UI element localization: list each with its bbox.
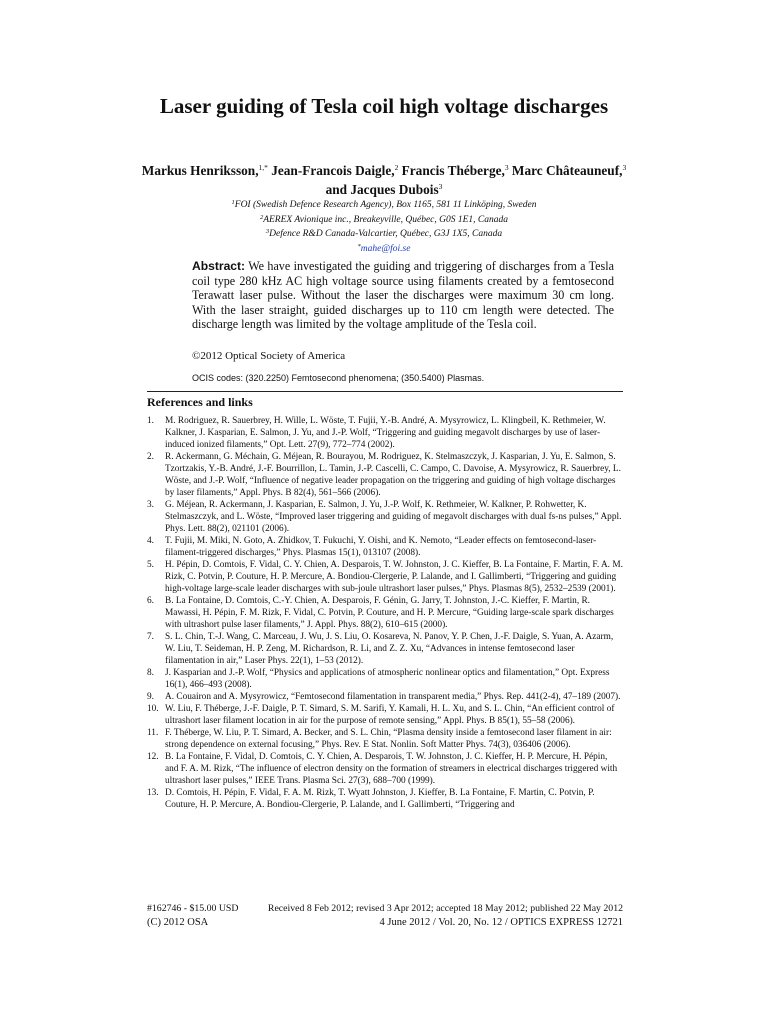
paper-title: Laser guiding of Tesla coil high voltage discharges [159, 94, 609, 118]
author-list [130, 160, 638, 198]
reference-item: 9. A. Couairon and A. Mysyrowicz, “Femtosecond filamentation in transparent media,” Phys. Rep. 441(2-4), 47–189 (2007). [147, 692, 621, 702]
reference-item: 11. F. Théberge, W. Liu, P. T. Simard, A. Becker, and S. L. Chin, “Plasma density inside a femtosecond laser filament in air: strong dependence on external focusing,” Phys. Rev. E Stat. Nonlin. Soft Matter Phys. 74(3), 036406 (2006). [147, 728, 612, 750]
author-line-1 [130, 160, 638, 179]
reference-list [147, 415, 623, 811]
reference-item: 3. G. Méjean, R. Ackermann, J. Kasparian, E. Salmon, J. Yu, J.-P. Wolf, K. Rethmeier, W. Kalkner, P. Rohwetter, K. Stelmaszczyk, and L. Wöste, “Improved laser triggering and guiding of megavolt discharges with dual fs-ns pulses,” Appl. Phys. Lett. 88(2), 021101 (2006). [147, 500, 622, 534]
affiliation-3: $^3$Defence R&D Canada-Valcartier, Québec, G3J 1X5, Canada [265, 228, 503, 239]
copyright-notice: ©2012 Optical Society of America [192, 350, 346, 362]
reference-item: 5. H. Pépin, D. Comtois, F. Vidal, C. Y. Chien, A. Desparois, T. W. Johnston, J. C. Kieffer, B. La Fontaine, F. Martin, F. A. M. Rizk, C. Potvin, P. Couture, H. P. Mercure, A. Bondiou-Clergerie, P. Lalande, and I. Gallimberti, “Triggering and guiding high-voltage large-scale leader discharges with sub-joule ultrashort laser pulses,” Phys. Plasmas 8(5), 2532–2539 (2001). [147, 560, 623, 594]
author-affil-mark: 3 [622, 163, 627, 172]
reference-item: 8. J. Kasparian and J.-P. Wolf, “Physics and applications of atmospheric nonlinear optics and filamentation,” Opt. Express 16(1), 466–493 (2008). [147, 668, 610, 690]
reference-item: 2. R. Ackermann, G. Méchain, G. Méjean, R. Bourayou, M. Rodriguez, K. Stelmaszczyk, J. Kasparian, J. Yu, E. Salmon, S. Tzortzakis, Y.-B. André, J.-F. Bourrillon, L. Tamin, J.-P. Cascelli, C. Campo, C. Davoise, A. Mysyrowicz, R. Sauerbrey, L. Wöste, and J.-P. Wolf, “Influence of negative leader propagation on the triggering and guiding of high voltage discharges by laser filaments,” Appl. Phys. B 82(4), 561–566 (2006). [147, 452, 621, 498]
author-affil-mark: 3 [504, 163, 509, 172]
affiliation-1: $^1$FOI (Swedish Defence Research Agency), Box 1165, 581 11 Linköping, Sweden [231, 199, 537, 210]
author-name: Markus Henriksson, [141, 163, 259, 178]
reference-item: 13. D. Comtois, H. Pépin, F. Vidal, F. A. M. Rizk, T. Wyatt Johnston, J. Kieffer, B. La Fontaine, F. Martin, C. Potvin, P. Couture, H. P. Mercure, A. Bondiou-Clergerie, P. Lalande, and I. Gallimberti, “Triggering and [147, 788, 595, 810]
author-line-2 [130, 179, 638, 198]
author-name: Francis Théberge, [398, 163, 505, 178]
footer-copyright: (C) 2012 OSA [147, 917, 209, 928]
reference-item: 12. B. La Fontaine, F. Vidal, D. Comtois, C. Y. Chien, A. Desparois, T. W. Johnston, J. C. Kieffer, H. P. Mercure, H. Pépin, and F. A. M. Rizk, “The influence of electron density on the formation of streamers in electrical discharges triggered with ultrashort laser pulses,” IEEE Trans. Plasma Sci. 27(3), 688–700 (1999). [147, 752, 618, 786]
reference-item: 6. B. La Fontaine, D. Comtois, C.-Y. Chien, A. Desparois, F. Génin, G. Jarry, T. Johnston, J.-C. Kieffer, F. Martin, R. Mawassi, H. Pépin, F. M. Rizk, F. Vidal, C. Potvin, P. Couture, and H. P. Mercure, “Guiding large-scale spark discharges with ultrashort pulse laser filaments,” J. Appl. Phys. 88(2), 610–615 (2000). [147, 596, 614, 630]
footer-issue: 4 June 2012 / Vol. 20, No. 12 / OPTICS EXPRESS 12721 [379, 917, 623, 928]
author-affil-mark: 3 [438, 182, 443, 191]
author-name: Marc Châteauneuf, [508, 163, 623, 178]
reference-item: 7. S. L. Chin, T.-J. Wang, C. Marceau, J. Wu, J. S. Liu, O. Kosareva, N. Panov, Y. P. Chen, J.-F. Daigle, S. Yuan, A. Azarm, W. Liu, T. Seideman, H. P. Zeng, M. Richardson, R. Li, and Z. Z. Xu, “Advances in intense femtosecond laser filamentation in air,” Laser Phys. 22(1), 1–53 (2012). [147, 632, 614, 666]
section-divider [147, 391, 623, 392]
author-name: and Jacques Dubois [325, 182, 439, 197]
email-link[interactable]: mahe@foi.se [360, 243, 411, 254]
references-heading: References and links [147, 395, 253, 409]
abstract-text: We have investigated the guiding and triggering of discharges from a Tesla coil type 280 kHz AC high voltage source using filaments created by a femtosecond Terawatt laser pulse. Without the laser the discharges were maximum 30 cm long. With the laser straight, guided discharges up to 110 cm length were detected. The discharge length was limited by the voltage amplitude of the Tesla coil. [192, 259, 614, 331]
footer-history: Received 8 Feb 2012; revised 3 Apr 2012; accepted 18 May 2012; published 22 May 2012 [267, 903, 623, 914]
affiliation-2: $^2$AEREX Avionique inc., Breakeyville, Québec, G0S 1E1, Canada [259, 213, 509, 225]
ocis-codes: OCIS codes: (320.2250) Femtosecond phenomena; (350.5400) Plasmas. [192, 373, 485, 383]
footer-price-id: #162746 - $15.00 USD [147, 903, 239, 914]
reference-item: 10. W. Liu, F. Théberge, J.-F. Daigle, P. T. Simard, S. M. Sarifi, Y. Kamali, H. L. Xu, and S. L. Chin, “An efficient control of ultrashort laser filament location in air for the purpose of remote sensing,” Appl. Phys. B 85(1), 55–58 (2006). [147, 704, 615, 726]
author-affil-mark: 2 [394, 163, 399, 172]
author-affil-mark: 1,* [258, 163, 268, 172]
contact-email-line: *mahe@foi.se [357, 242, 411, 254]
affiliations [150, 197, 618, 255]
author-name: Jean-Francois Daigle, [267, 163, 395, 178]
abstract [192, 259, 614, 332]
abstract-label: Abstract: [192, 259, 246, 273]
reference-item: 4. T. Fujii, M. Miki, N. Goto, A. Zhidkov, T. Fukuchi, Y. Oishi, and K. Nemoto, “Leader effects on femtosecond-laser-filament-triggered discharges,” Phys. Plasmas 15(1), 013107 (2008). [147, 536, 597, 558]
reference-item: 1. M. Rodriguez, R. Sauerbrey, H. Wille, L. Wöste, T. Fujii, Y.-B. André, A. Mysyrowicz, L. Klingbeil, K. Rethmeier, W. Kalkner, J. Kasparian, E. Salmon, J. Yu, and J.-P. Wolf, “Triggering and guiding megavolt discharges by use of laser-induced ionized filaments,” Opt. Lett. 27(9), 772–774 (2002). [147, 416, 606, 450]
